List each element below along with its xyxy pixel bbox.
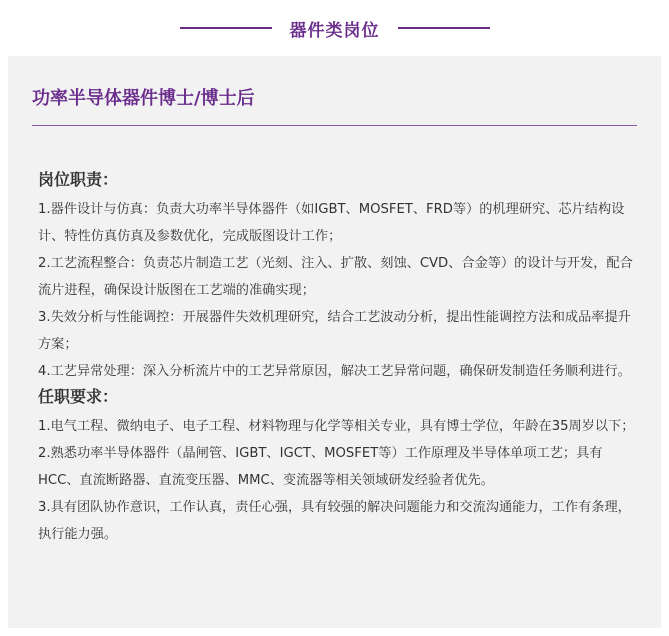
title-divider bbox=[32, 125, 637, 126]
duties-heading: 岗位职责： bbox=[38, 170, 119, 189]
duty-item: 3.失效分析与性能调控：开展器件失效机理研究，结合工艺波动分析，提出性能调控方法和成品率提升方案； bbox=[38, 310, 631, 352]
duty-item: 1.器件设计与仿真：负责大功率半导体器件（如IGBT、MOSFET、FRD等）的机理研究、芯片结构设计、特性仿真仿真及参数优化，完成版图设计工作； bbox=[38, 202, 625, 244]
requirements-heading: 任职要求： bbox=[38, 387, 119, 406]
job-content bbox=[38, 168, 638, 548]
requirement-item: 3.具有团队协作意识，工作认真，责任心强，具有较强的解决问题能力和交流沟通能力，工作有条理，执行能力强。 bbox=[38, 500, 631, 542]
left-dash-divider bbox=[180, 27, 272, 29]
right-dash-divider bbox=[398, 27, 490, 29]
job-title: 功率半导体器件博士/博士后 bbox=[32, 88, 255, 109]
duty-item: 4.工艺异常处理：深入分析流片中的工艺异常原因，解决工艺异常问题，确保研发制造任务顺利进行。 bbox=[38, 364, 631, 379]
job-card bbox=[8, 56, 661, 628]
section-header bbox=[0, 0, 669, 56]
section-title: 器件类岗位 bbox=[289, 20, 380, 41]
requirement-item: 2.熟悉功率半导体器件（晶闸管、IGBT、IGCT、MOSFET等）工作原理及半导体单项工艺；具有HCC、直流断路器、直流变压器、MMC、变流器等相关领域研发经验者优先。 bbox=[38, 446, 603, 488]
duty-item: 2.工艺流程整合：负责芯片制造工艺（光刻、注入、扩散、刻蚀、CVD、合金等）的设计与开发，配合流片进程，确保设计版图在工艺端的准确实现； bbox=[38, 256, 633, 298]
requirement-item: 1.电气工程、微纳电子、电子工程、材料物理与化学等相关专业，具有博士学位，年龄在35周岁以下； bbox=[38, 419, 635, 434]
